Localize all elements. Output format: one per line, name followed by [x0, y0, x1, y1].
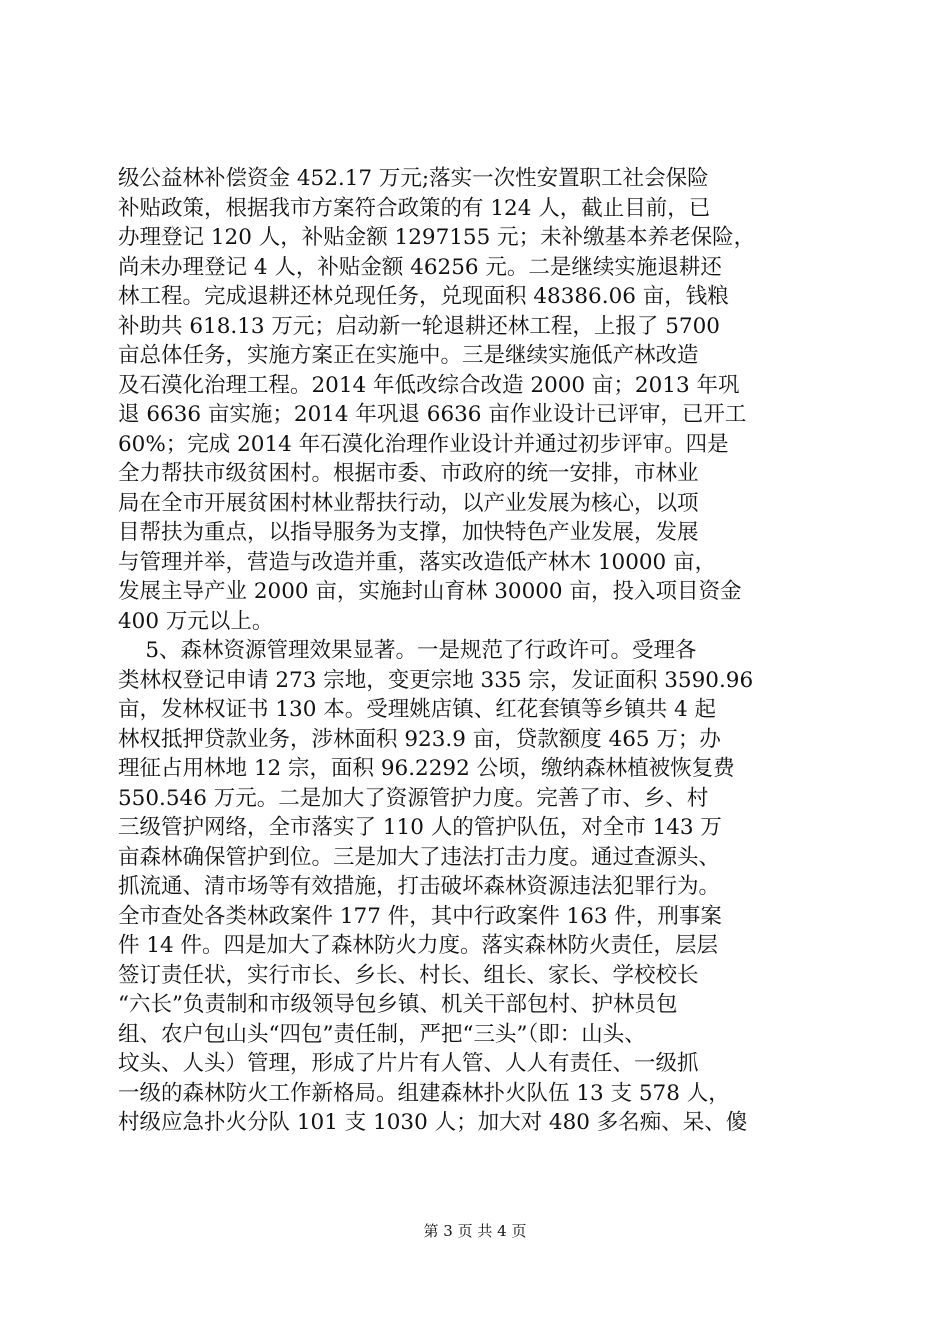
text-line: 60%；完成 2014 年石漠化治理作业设计并通过初步评审。四是 — [118, 431, 729, 457]
text-line: 全市查处各类林政案件 177 件，其中行政案件 163 件，刑事案 — [118, 903, 722, 929]
text-line: 一级的森林防火工作新格局。组建森林扑火队伍 13 支 578 人， — [118, 1080, 730, 1106]
text-line: 退 6636 亩实施；2014 年巩退 6636 亩作业设计已评审，已开工 — [118, 402, 747, 427]
text-line: 目帮扶为重点，以指导服务为支撑，加快特色产业发展，发展 — [118, 520, 699, 545]
text-line: 办理登记 120 人，补贴金额 1297155 元；未补缴基本养老保险， — [118, 225, 756, 250]
text-line: 补贴政策，根据我市方案符合政策的有 124 人，截止目前，已 — [118, 195, 711, 221]
text-line: 签订责任状，实行市长、乡长、村长、组长、家长、学校校长 — [118, 962, 699, 988]
text-line: 尚未办理登记 4 人，补贴金额 46256 元。二是继续实施退耕还 — [118, 254, 722, 280]
text-line: “六长”负责制和市级领导包乡镇、机关干部包村、护林员包 — [118, 992, 678, 1017]
text-line: 理征占用林地 12 宗，面积 96.2292 公顷，缴纳森林植被恢复费 — [118, 756, 735, 781]
text-line: 局在全市开展贫困村林业帮扶行动，以产业发展为核心，以项 — [118, 490, 699, 516]
text-line: 件 14 件。四是加大了森林防火力度。落实森林防火责任，层层 — [118, 933, 719, 958]
text-line: 5、森林资源管理效果显著。一是规范了行政许可。受理各 — [118, 638, 697, 663]
text-line: 林工程。完成退耕还林兑现任务，兑现面积 48386.06 亩，钱粮 — [118, 284, 729, 309]
text-line: 及石漠化治理工程。2014 年低改综合改造 2000 亩；2013 年巩 — [118, 372, 740, 398]
text-line: 550.546 万元。二是加大了资源管护力度。完善了市、乡、村 — [118, 785, 709, 811]
text-line: 三级管护网络，全市落实了 110 人的管护队伍，对全市 143 万 — [118, 815, 722, 840]
text-line: 全力帮扶市级贫困村。根据市委、市政府的统一安排，市林业 — [118, 461, 699, 486]
text-line: 林权抵押贷款业务，涉林面积 923.9 亩，贷款额度 465 万；办 — [118, 726, 721, 752]
page-footer — [0, 1220, 950, 1241]
text-line: 类林权登记申请 273 宗地，变更宗地 335 宗，发证面积 3590.96 — [118, 667, 754, 693]
text-line: 发展主导产业 2000 亩，实施封山育林 30000 亩，投入项目资金 — [118, 579, 742, 604]
text-line: 亩，发林权证书 130 本。受理姚店镇、红花套镇等乡镇共 4 起 — [118, 697, 717, 722]
text-line: 400 万元以上。 — [118, 608, 274, 634]
body-text — [118, 164, 838, 1138]
text-line: 级公益林补偿资金 452.17 万元;落实一次性安置职工社会保险 — [118, 166, 709, 191]
text-line: 坟头、人头）管理，形成了片片有人管、人人有责任、一级抓 — [118, 1051, 699, 1076]
text-line: 村级应急扑火分队 101 支 1030 人；加大对 480 多名痴、呆、傻 — [118, 1110, 748, 1135]
text-line: 补助共 618.13 万元；启动新一轮退耕还林工程，上报了 5700 — [118, 313, 720, 339]
text-line: 亩总体任务，实施方案正在实施中。三是继续实施低产林改造 — [118, 343, 699, 368]
text-line: 亩森林确保管护到位。三是加大了违法打击力度。通过查源头、 — [118, 844, 721, 870]
text-line: 与管理并举，营造与改造并重，落实改造低产林木 10000 亩， — [118, 549, 717, 575]
page-number: 第 3 页 共 4 页 — [423, 1222, 527, 1240]
text-line: 组、农户包山头“四包”责任制，严把“三头”（即：山头、 — [118, 1021, 646, 1047]
text-line: 抓流通、清市场等有效措施，打击破坏森林资源违法犯罪行为。 — [118, 874, 721, 899]
